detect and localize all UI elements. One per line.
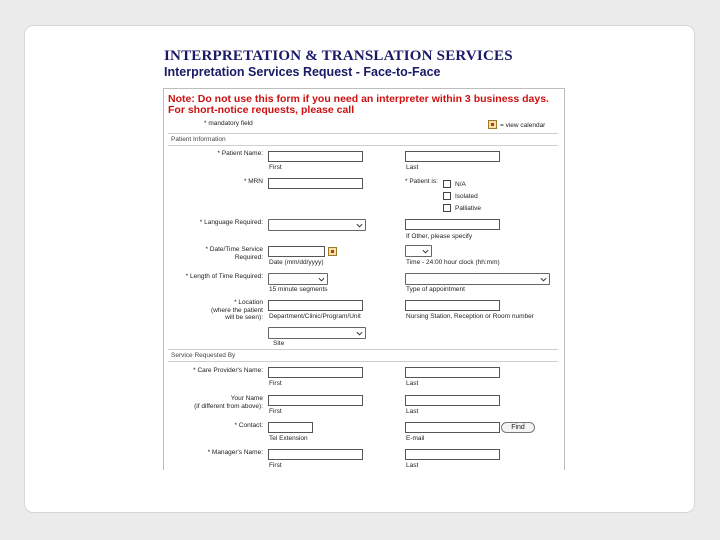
other-language-hint: If Other, please specify bbox=[406, 233, 473, 240]
first-hint: First bbox=[269, 380, 282, 387]
site-select[interactable] bbox=[268, 327, 366, 339]
chevron-down-icon bbox=[356, 222, 363, 229]
department-hint: Department/Clinic/Program/Unit bbox=[269, 313, 361, 320]
calendar-icon[interactable] bbox=[328, 247, 337, 256]
time-select[interactable] bbox=[405, 245, 432, 257]
appointment-type-hint: Type of appointment bbox=[406, 286, 465, 293]
date-input[interactable] bbox=[268, 246, 325, 257]
divider bbox=[168, 349, 558, 350]
page-title: INTERPRETATION & TRANSLATION SERVICES bbox=[164, 48, 513, 64]
first-hint: First bbox=[269, 164, 282, 171]
your-name-label-line-2: (if different from above): bbox=[194, 402, 263, 410]
divider bbox=[168, 133, 558, 134]
chevron-down-icon bbox=[540, 276, 547, 283]
language-select[interactable] bbox=[268, 219, 366, 231]
care-provider-last-input[interactable] bbox=[405, 367, 500, 378]
time-hint: Time - 24:00 hour clock (hh:mm) bbox=[406, 259, 500, 266]
patient-is-label: * Patient is: bbox=[405, 178, 438, 185]
care-provider-first-input[interactable] bbox=[268, 367, 363, 378]
page-subtitle: Interpretation Services Request - Face-to-Face bbox=[164, 65, 441, 79]
palliative-option-label: Palliative bbox=[455, 205, 482, 212]
location-label-line-2: (where the patient bbox=[210, 306, 263, 314]
manager-name-label: * Manager's Name: bbox=[207, 449, 263, 456]
divider bbox=[168, 145, 558, 146]
patient-first-name-input[interactable] bbox=[268, 151, 363, 162]
mrn-label: * MRN bbox=[243, 178, 263, 185]
length-label: * Length of Time Required: bbox=[185, 273, 263, 280]
manager-last-name-input[interactable] bbox=[405, 449, 500, 460]
first-hint: First bbox=[269, 462, 282, 469]
last-hint: Last bbox=[406, 408, 419, 415]
last-hint: Last bbox=[406, 462, 419, 469]
patient-last-name-input[interactable] bbox=[405, 151, 500, 162]
email-hint: E-mail bbox=[406, 435, 425, 442]
isolated-checkbox[interactable] bbox=[443, 192, 451, 200]
chevron-down-icon bbox=[318, 276, 325, 283]
view-calendar-legend: = view calendar bbox=[500, 122, 546, 129]
your-name-label-line-1: Your Name bbox=[230, 395, 263, 402]
appointment-type-select[interactable] bbox=[405, 273, 550, 285]
isolated-option-label: Isolated bbox=[455, 193, 478, 200]
note-line-1: Note: Do not use this form if you need an interpreter within 3 business days. bbox=[168, 93, 549, 105]
section-service-requested-by: Service Requested By bbox=[171, 352, 236, 359]
datetime-label bbox=[170, 246, 263, 261]
your-first-name-input[interactable] bbox=[268, 395, 363, 406]
mrn-input[interactable] bbox=[268, 178, 363, 189]
nursing-station-hint: Nursing Station, Reception or Room number bbox=[406, 313, 534, 320]
date-hint: Date (mm/dd/yyyy) bbox=[269, 259, 324, 266]
site-hint: Site bbox=[273, 340, 285, 347]
patient-name-label: * Patient Name: bbox=[217, 150, 263, 157]
chevron-down-icon bbox=[422, 248, 429, 255]
datetime-label-line-2: Required: bbox=[234, 253, 263, 261]
location-label bbox=[170, 299, 263, 322]
location-label-line-1: * Location bbox=[234, 299, 263, 306]
tel-extension-hint: Tel Extension bbox=[269, 435, 308, 442]
your-name-label bbox=[170, 395, 263, 410]
language-label: * Language Required: bbox=[199, 219, 263, 226]
manager-first-name-input[interactable] bbox=[268, 449, 363, 460]
divider bbox=[168, 361, 558, 362]
department-input[interactable] bbox=[268, 300, 363, 311]
last-hint: Last bbox=[406, 164, 419, 171]
na-option-label: N/A bbox=[455, 181, 466, 188]
datetime-label-line-1: * Date/Time Service bbox=[205, 246, 263, 253]
find-button[interactable]: Find bbox=[501, 422, 535, 433]
tel-extension-input[interactable] bbox=[268, 422, 313, 433]
location-label-line-3: will be seen): bbox=[225, 314, 263, 321]
first-hint: First bbox=[269, 408, 282, 415]
na-checkbox[interactable] bbox=[443, 180, 451, 188]
palliative-checkbox[interactable] bbox=[443, 204, 451, 212]
length-hint: 15 minute segments bbox=[269, 286, 328, 293]
chevron-down-icon bbox=[356, 330, 363, 337]
length-select[interactable] bbox=[268, 273, 328, 285]
section-patient-information: Patient Information bbox=[171, 136, 226, 143]
other-language-input[interactable] bbox=[405, 219, 500, 230]
mandatory-legend: * mandatory field bbox=[204, 120, 253, 127]
calendar-icon bbox=[488, 120, 497, 129]
your-last-name-input[interactable] bbox=[405, 395, 500, 406]
contact-label: * Contact: bbox=[234, 422, 263, 429]
email-input[interactable] bbox=[405, 422, 500, 433]
last-hint: Last bbox=[406, 380, 419, 387]
note-line-2: For short-notice requests, please call bbox=[168, 104, 355, 116]
nursing-station-input[interactable] bbox=[405, 300, 500, 311]
care-provider-label: * Care Provider's Name: bbox=[193, 367, 263, 374]
